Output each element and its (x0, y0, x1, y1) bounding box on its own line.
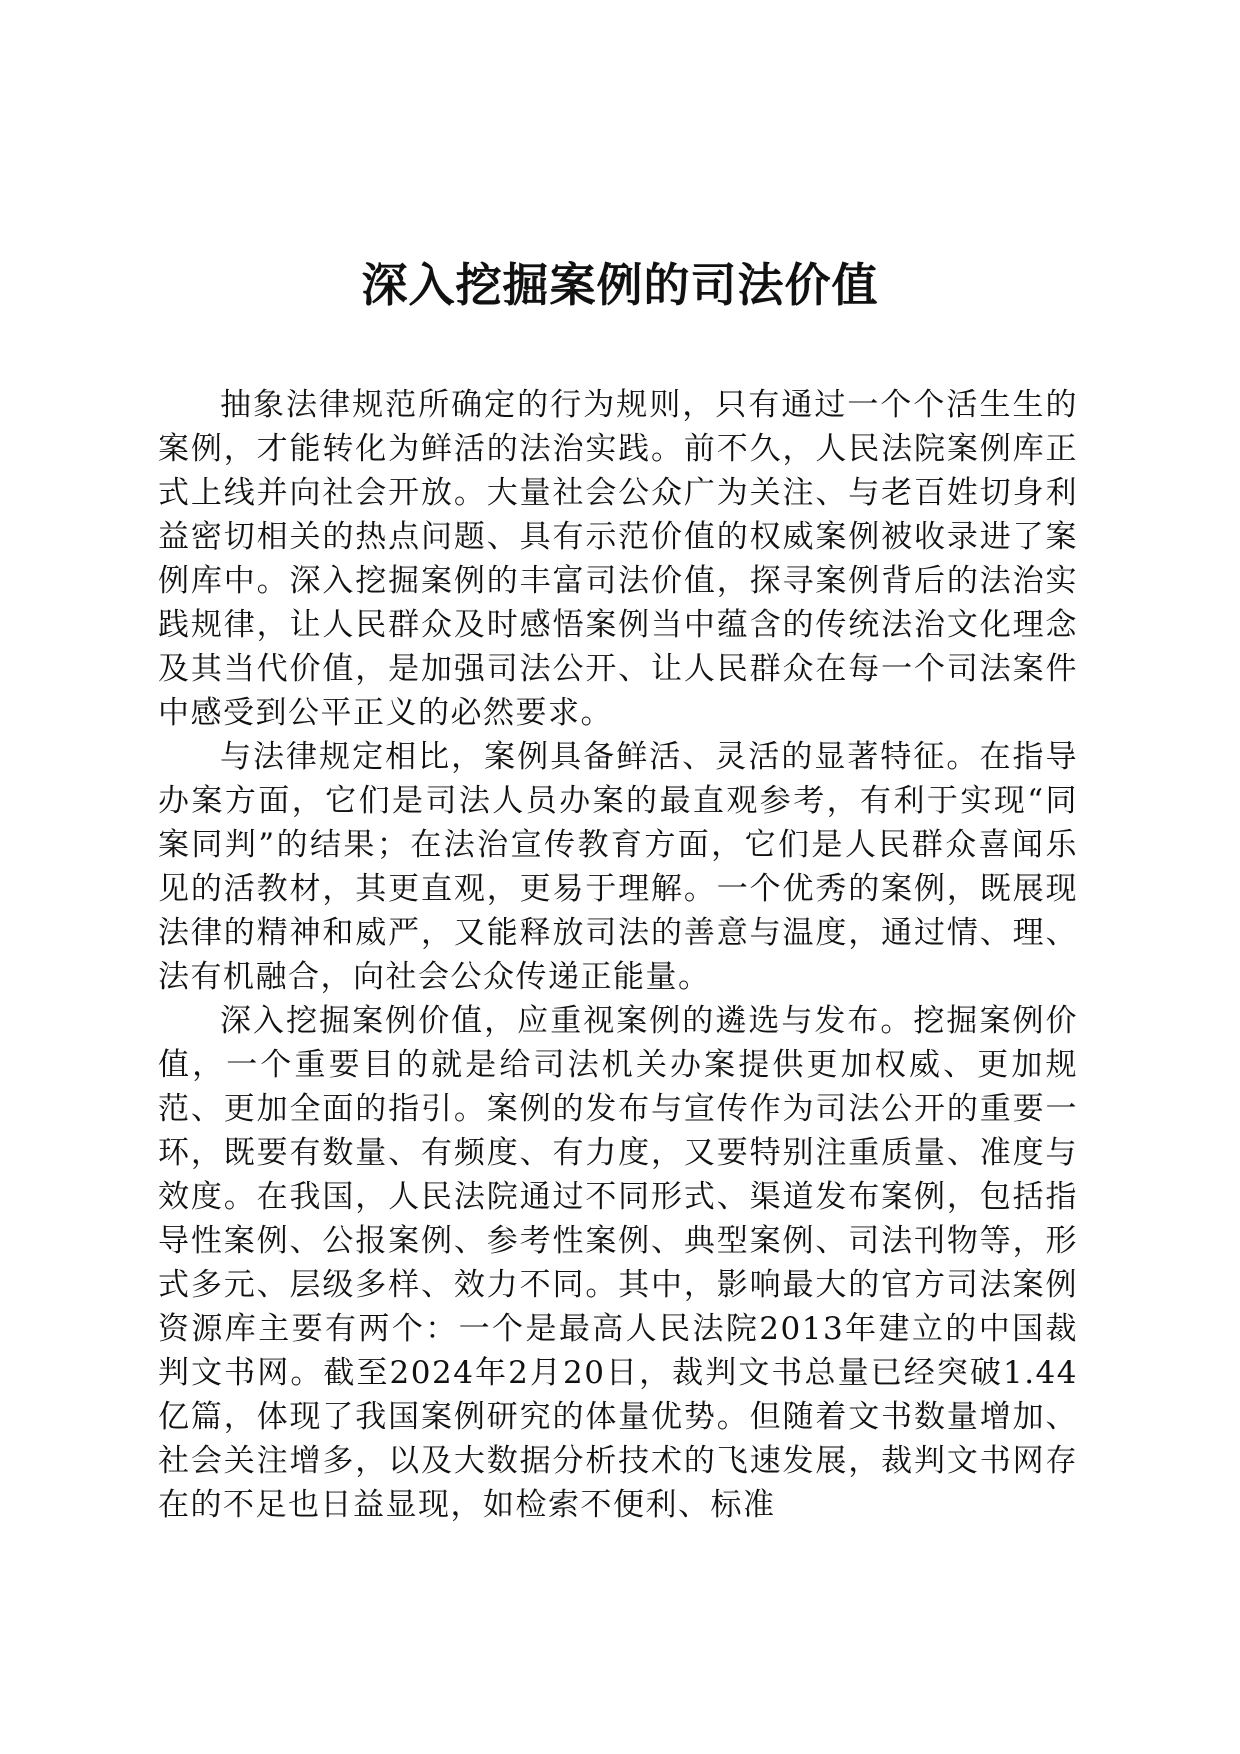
paragraph-2: 与法律规定相比，案例具备鲜活、灵活的显著特征。在指导办案方面，它们是司法人员办案的最直观参考，有利于实现“同案同判”的结果；在法治宣传教育方面，它们是人民群众喜闻乐见的活教材，其更直观，更易于理解。一个优秀的案例，既展现法律的精神和威严，又能释放司法的善意与温度，通过情、理、法有机融合，向社会公众传递正能量。 (158, 739, 1078, 995)
paragraph-1: 抽象法律规范所确定的行为规则，只有通过一个个活生生的案例，才能转化为鲜活的法治实践。前不久，人民法院案例库正式上线并向社会开放。大量社会公众广为关注、与老百姓切身利益密切相关的热点问题、具有示范价值的权威案例被收录进了案例库中。深入挖掘案例的丰富司法价值，探寻案例背后的法治实践规律，让人民群众及时感悟案例当中蕴含的传统法治文化理念及其当代价值，是加强司法公开、让人民群众在每一个司法案件中感受到公平正义的必然要求。 (158, 387, 1078, 731)
article-title: 深入挖掘案例的司法价值 (361, 258, 879, 312)
article-body (158, 383, 1078, 1527)
paragraph-3: 深入挖掘案例价值，应重视案例的遴选与发布。挖掘案例价值，一个重要目的就是给司法机关办案提供更加权威、更加规范、更加全面的指引。案例的发布与宣传作为司法公开的重要一环，既要有数量、有频度、有力度，又要特别注重质量、准度与效度。在我国，人民法院通过不同形式、渠道发布案例，包括指导性案例、公报案例、参考性案例、典型案例、司法刊物等，形式多元、层级多样、效力不同。其中，影响最大的官方司法案例资源库主要有两个：一个是最高人民法院2013年建立的中国裁判文书网。截至2024年2月20日，裁判文书总量已经突破1.44亿篇，体现了我国案例研究的体量优势。但随着文书数量增加、社会关注增多，以及大数据分析技术的飞速发展，裁判文书网存在的不足也日益显现，如检索不便利、标准 (158, 1003, 1078, 1523)
